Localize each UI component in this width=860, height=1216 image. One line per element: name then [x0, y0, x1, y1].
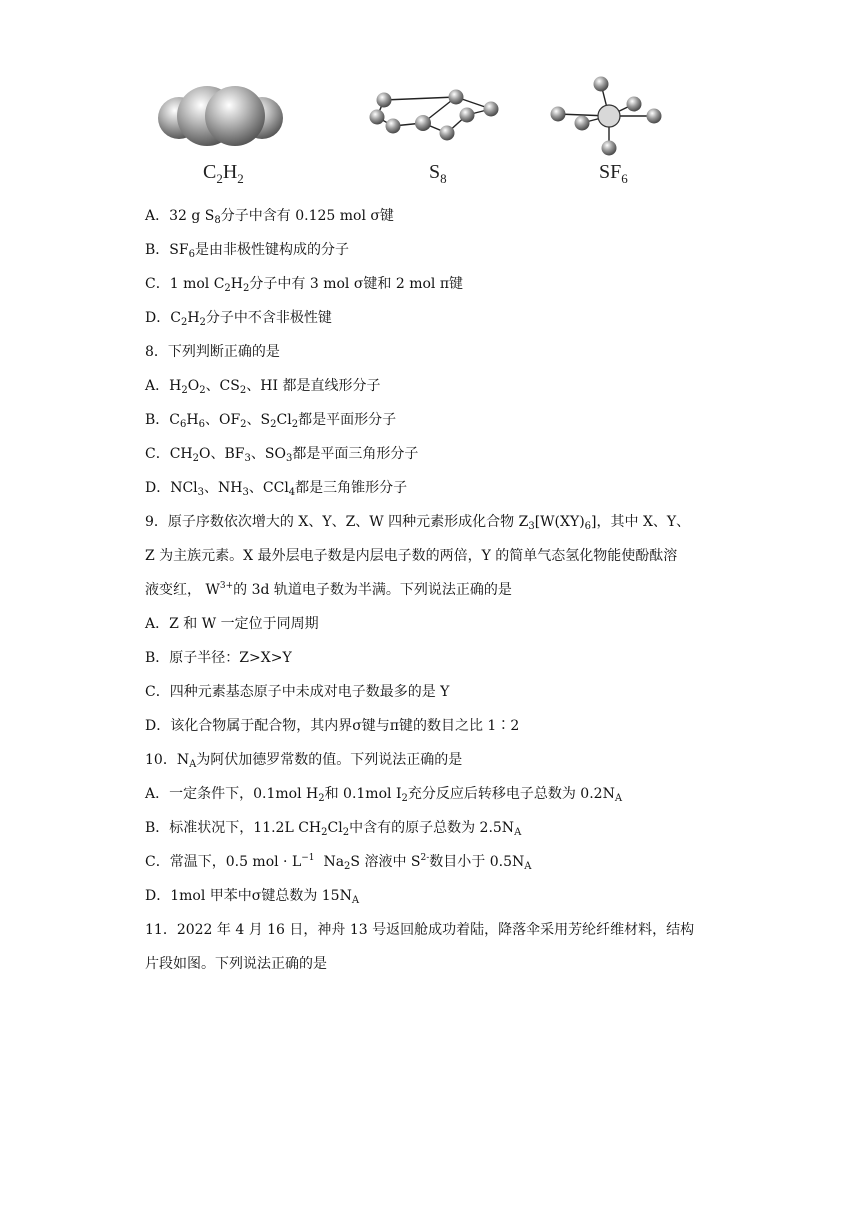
q7-option-c: C．1 mol $C_2H_2$分子中有 3 mol σ键和 2 mol π键: [145, 276, 464, 294]
q9-option-c: C．四种元素基态原子中未成对电子数最多的是 Y: [145, 684, 450, 700]
q9-option-a: A．Z 和 W 一定位于同周期: [145, 616, 319, 632]
q11-stem-line2: 片段如图。下列说法正确的是: [145, 956, 327, 972]
q9-option-d: D．该化合物属于配合物，其内界σ键与π键的数目之比 1∶2: [145, 718, 520, 734]
q8-stem: 8．下列判断正确的是: [145, 344, 280, 360]
q10-option-b: B．标准状况下，11.2L $CH_2Cl_2$中含有的原子总数为 $2.5N_A$: [145, 820, 522, 838]
q7-option-a: A．32 g $S_8$分子中含有 0.125 mol σ键: [145, 208, 394, 226]
q7-option-b: B．$SF_6$是由非极性键构成的分子: [145, 242, 349, 260]
q8-option-c: C．$CH_2O$、$BF_3$、$SO_3$都是平面三角形分子: [145, 446, 419, 464]
q9-stem-line3: 液变红， $W^{3+}$的 3d 轨道电子数为半满。下列说法正确的是: [145, 581, 512, 598]
c2h2-label: $C_2H_2$: [203, 161, 244, 186]
q10-stem: 10．$N_A$为阿伏加德罗常数的值。下列说法正确的是: [145, 752, 463, 770]
q8-option-d: D．NCl$_3$、$NH_3$、CCl$_4$都是三角锥形分子: [145, 480, 408, 498]
q10-option-c: C．常温下，0.5 mol · $L^{-1}$ $Na_2S$ 溶液中 $S^{2-}$数目小于 $0.5N_A$: [145, 853, 532, 872]
sf6-label: $SF_6$: [599, 161, 628, 186]
s8-model: [370, 90, 499, 141]
q10-option-d: D．1mol 甲苯中σ键总数为 $15N_A$: [145, 888, 360, 906]
q8-option-b: B．$C_6H_6$、$OF_2$、$S_2Cl_2$都是平面形分子: [145, 412, 397, 430]
s8-label: $S_8$: [429, 161, 447, 186]
q9-option-b: B．原子半径：Z>X>Y: [145, 650, 292, 666]
molecule-figure: [145, 70, 685, 160]
sf6-model: [551, 77, 662, 156]
q9-stem-line1: 9．原子序数依次增大的 X、Y、Z、W 四种元素形成化合物 $Z_3[W(XY)_6]$，其中 X、Y、: [145, 514, 691, 532]
q8-option-a: A．$H_2O_2$、$CS_2$、HI 都是直线形分子: [145, 378, 381, 396]
q9-stem-line2: Z 为主族元素。X 最外层电子数是内层电子数的两倍，Y 的简单气态氢化物能使酚酞溶: [145, 548, 678, 564]
q7-option-d: D．$C_2H_2$分子中不含非极性键: [145, 310, 332, 328]
q11-stem-line1: 11．2022 年 4 月 16 日，神舟 13 号返回舱成功着陆，降落伞采用芳纶纤维材料，结构: [145, 922, 695, 938]
c2h2-model: [158, 86, 283, 146]
q10-option-a: A．一定条件下，0.1mol $H_2$和 0.1mol $I_2$充分反应后转移电子总数为 $0.2N_A$: [145, 786, 623, 804]
